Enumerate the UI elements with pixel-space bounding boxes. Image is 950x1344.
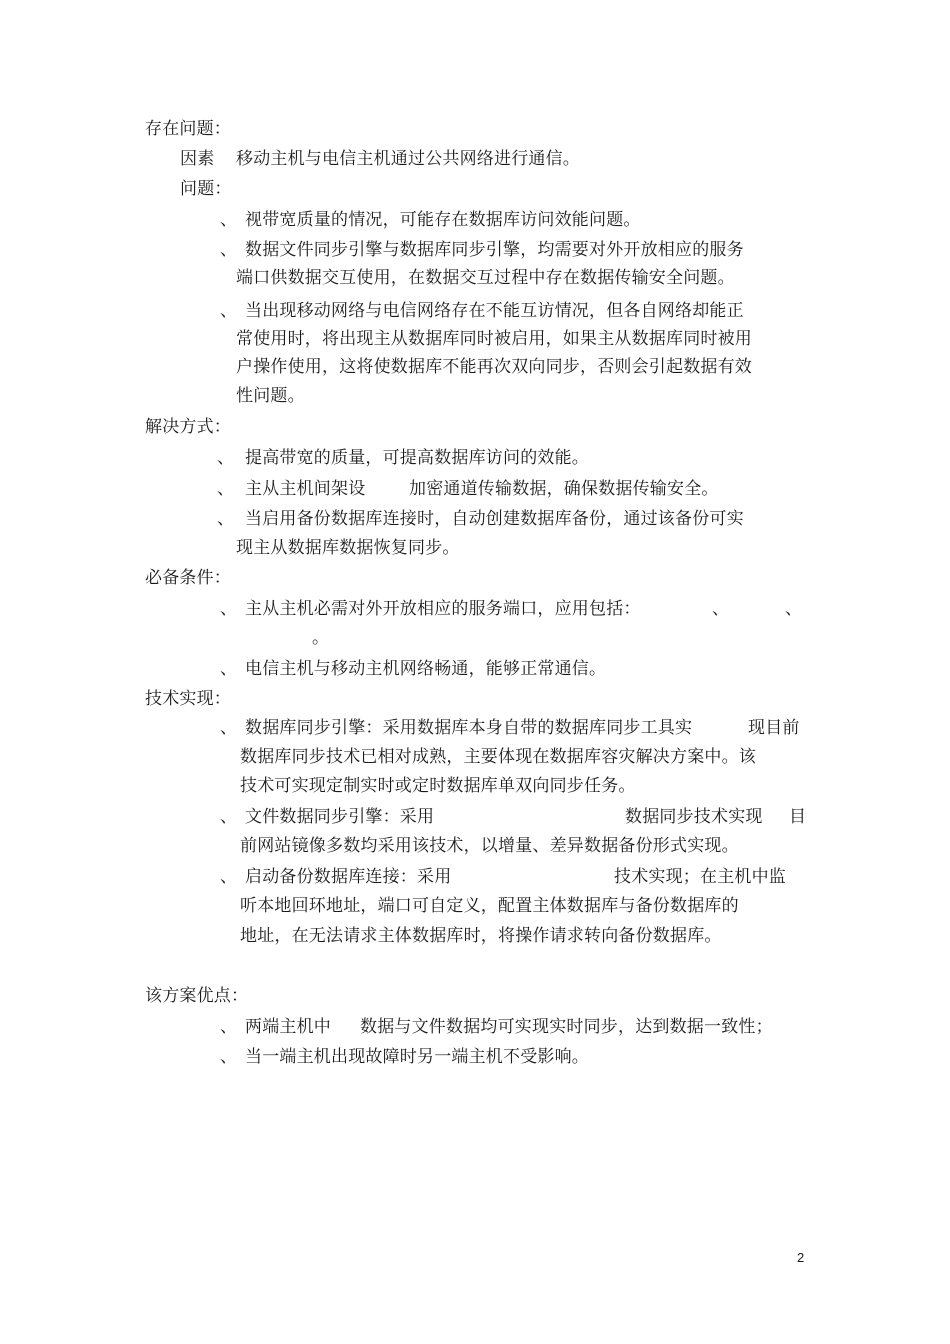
requirement-separator: 、 <box>785 599 803 619</box>
requirement-item-1-line-1: 主从主机必需对外开放相应的服务端口，应用包括： <box>245 599 641 619</box>
sub-heading-issues: 问题： <box>180 179 232 199</box>
tech-item-3-line-3: 地址，在无法请求主体数据库时，将操作请求转向备份数据库。 <box>240 926 722 946</box>
problem-item-3-line-1: 当出现移动网络与电信网络存在不能互访情况，但各自网络却能正 <box>245 301 744 321</box>
advantage-item-2: 当一端主机出现故障时另一端主机不受影响。 <box>245 1047 589 1067</box>
problem-item-2-line-2: 端口供数据交互使用，在数据交互过程中存在数据传输安全问题。 <box>236 268 735 288</box>
section-heading-solutions: 解决方式： <box>145 417 231 437</box>
tech-item-3-line-2: 听本地回环地址，端口可自定义，配置主体数据库与备份数据库的 <box>240 896 739 916</box>
solution-item-2-b: 加密通道传输数据，确保数据传输安全。 <box>409 479 719 499</box>
bullet: 、 <box>217 448 235 468</box>
bullet: 、 <box>220 301 238 321</box>
bullet: 、 <box>220 1047 238 1067</box>
problem-item-2-line-1: 数据文件同步引擎与数据库同步引擎，均需要对外开放相应的服务 <box>245 240 744 260</box>
problem-item-3-line-2: 常使用时，将出现主从数据库同时被启用，如果主从数据库同时被用 <box>236 329 752 349</box>
bullet: 、 <box>220 718 238 738</box>
tech-item-1-line-1b: 现目前 <box>748 718 800 738</box>
bullet: 、 <box>220 599 238 619</box>
bullet: 、 <box>220 240 238 260</box>
tech-item-3-b: 技术实现；在主机中监 <box>614 867 786 887</box>
problem-item-1: 视带宽质量的情况，可能存在数据库访问效能问题。 <box>245 210 641 230</box>
factor-text: 移动主机与电信主机通过公共网络进行通信。 <box>236 149 580 169</box>
advantage-item-1-b: 数据与文件数据均可实现实时同步，达到数据一致性； <box>360 1017 773 1037</box>
requirement-separator: 、 <box>712 599 730 619</box>
tech-item-1-line-1a: 数据库同步引擎：采用数据库本身自带的数据库同步工具实 <box>245 718 693 738</box>
solution-item-2-a: 主从主机间架设 <box>245 479 366 499</box>
requirement-item-1-end: 。 <box>312 628 330 648</box>
advantage-item-1-a: 两端主机中 <box>245 1017 331 1037</box>
tech-item-1-line-2: 数据库同步技术已相对成熟，主要体现在数据库容灾解决方案中。该 <box>240 747 756 767</box>
tech-item-2-a: 文件数据同步引擎：采用 <box>245 807 435 827</box>
tech-item-2-c: 目 <box>789 807 807 827</box>
page-number: 2 <box>797 1250 805 1265</box>
tech-item-2-b: 数据同步技术实现 <box>625 807 763 827</box>
bullet: 、 <box>217 479 235 499</box>
problem-item-3-line-4: 性问题。 <box>236 386 305 406</box>
section-heading-tech: 技术实现： <box>145 689 231 709</box>
bullet: 、 <box>220 1017 238 1037</box>
bullet: 、 <box>220 867 238 887</box>
solution-item-3-line-2: 现主从数据库数据恢复同步。 <box>236 538 460 558</box>
bullet: 、 <box>220 210 238 230</box>
factor-label: 因素 <box>180 149 215 169</box>
section-heading-advantages: 该方案优点： <box>145 986 249 1006</box>
tech-item-3-a: 启动备份数据库连接：采用 <box>245 867 452 887</box>
bullet: 、 <box>220 659 238 679</box>
section-heading-problems: 存在问题： <box>145 119 231 139</box>
section-heading-requirements: 必备条件： <box>145 568 231 588</box>
bullet: 、 <box>217 509 235 529</box>
bullet: 、 <box>220 807 238 827</box>
problem-item-3-line-3: 户操作使用，这将使数据库不能再次双向同步，否则会引起数据有效 <box>236 357 752 377</box>
tech-item-2-line-2: 前网站镜像多数均采用该技术，以增量、差异数据备份形式实现。 <box>240 836 739 856</box>
requirement-item-2: 电信主机与移动主机网络畅通，能够正常通信。 <box>245 659 607 679</box>
solution-item-3-line-1: 当启用备份数据库连接时，自动创建数据库备份，通过该备份可实 <box>245 509 744 529</box>
solution-item-1: 提高带宽的质量，可提高数据库访问的效能。 <box>245 448 589 468</box>
tech-item-1-line-3: 技术可实现定制实时或定时数据库单双向同步任务。 <box>240 776 636 796</box>
